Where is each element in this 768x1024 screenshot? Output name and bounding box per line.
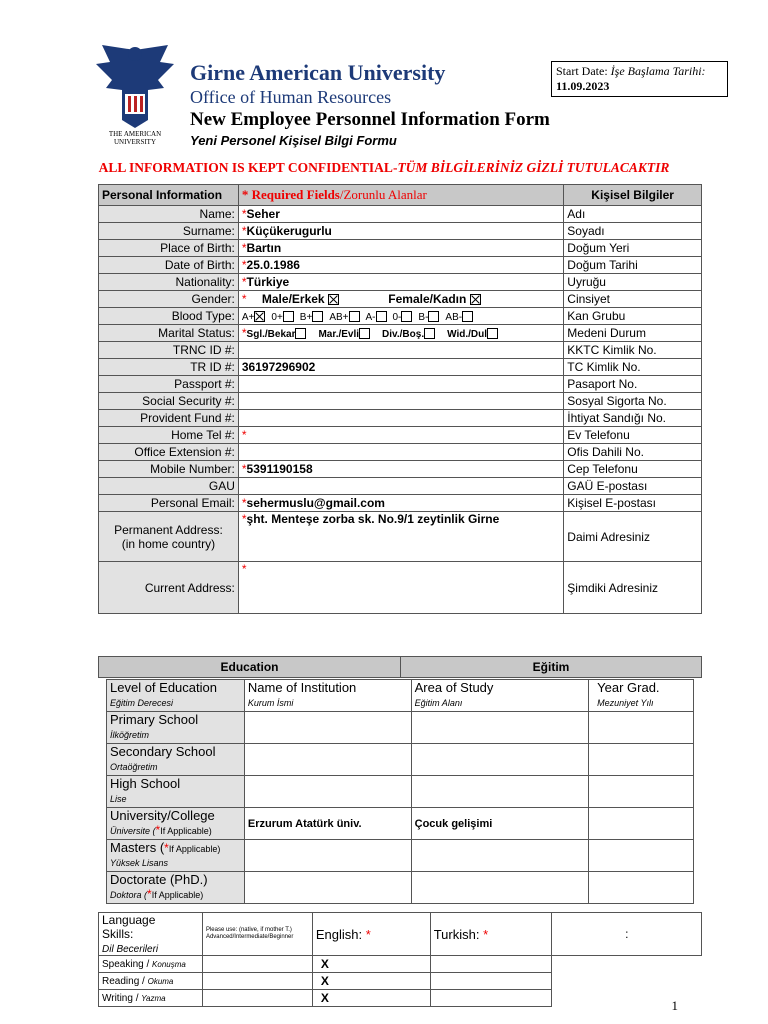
english-column-header: English: *: [312, 913, 430, 956]
permanent-address-label: [99, 512, 239, 562]
required-star: *: [241, 562, 247, 576]
field-value: Bartın: [246, 241, 282, 255]
field-label: Office Extension #:: [99, 444, 239, 461]
field-input[interactable]: [238, 206, 563, 223]
education-level: University/College: [110, 808, 215, 823]
education-level-tr: Doktora (: [110, 890, 148, 900]
language-usage-note: [202, 913, 312, 956]
education-column-header: [411, 680, 589, 712]
field-label: TR ID #:: [99, 359, 239, 376]
field-label-tr: TC Kimlik No.: [564, 359, 702, 376]
field-value: 25.0.1986: [246, 258, 300, 272]
other-language-skill-field[interactable]: [430, 956, 552, 973]
personal-info-row: [99, 240, 702, 257]
education-level-cell: [107, 712, 245, 744]
field-label: GAU: [99, 478, 239, 495]
education-level-tr: İlköğretim: [110, 730, 150, 740]
gender-female-label: Female/Kadın: [388, 292, 467, 306]
personal-info-row: [99, 478, 702, 495]
personal-info-row: [99, 410, 702, 427]
marital-status-checkbox[interactable]: [424, 328, 435, 339]
area-of-study-field[interactable]: [411, 776, 589, 808]
language-skill-row: [99, 973, 702, 990]
language-title-tr: Dil Becerileri: [102, 944, 159, 955]
institution-field[interactable]: Erzurum Atatürk üniv.: [244, 808, 411, 840]
required-star: *: [241, 241, 247, 255]
english-label: English:: [315, 926, 363, 942]
skill-label: [99, 973, 203, 990]
required-star: *: [241, 207, 247, 221]
field-input[interactable]: [238, 444, 563, 461]
field-input[interactable]: [238, 495, 563, 512]
education-level-cell: Doctorate (PhD.) Doktora (*If Applicable): [107, 872, 245, 904]
gender-male-checkbox[interactable]: [328, 294, 339, 305]
field-input[interactable]: [238, 393, 563, 410]
language-skills-table: [98, 912, 702, 1007]
language-skills-label: [99, 913, 203, 956]
field-value: Küçükerugurlu: [246, 224, 332, 238]
skill-en: Writing /: [102, 992, 142, 1004]
blood-type-checkbox[interactable]: [401, 311, 412, 322]
education-level-tr: Yüksek Lisans: [110, 858, 169, 868]
field-input[interactable]: [238, 410, 563, 427]
education-level: Secondary School: [110, 744, 216, 759]
field-label: TRNC ID #:: [99, 342, 239, 359]
education-row: [107, 776, 694, 808]
personal-info-row: [99, 291, 702, 308]
language-title-2: Skills:: [102, 927, 134, 941]
field-label-tr: Soyadı: [564, 223, 702, 240]
logo-text-2: UNIVERSITY: [114, 138, 156, 146]
education-level: Masters (: [110, 840, 165, 855]
education-column-header: [107, 680, 245, 712]
blood-type-checkbox[interactable]: [349, 311, 360, 322]
field-label: Home Tel #:: [99, 427, 239, 444]
start-date-value: 11.09.2023: [556, 79, 610, 93]
required-star: *: [241, 224, 247, 238]
field-input[interactable]: [238, 342, 563, 359]
required-star: *: [241, 326, 247, 340]
education-column-header: [589, 680, 694, 712]
marital-status-checkbox[interactable]: [359, 328, 370, 339]
start-date-label-tr: İşe Başlama Tarihi:: [610, 64, 706, 78]
required-star: *: [241, 512, 247, 526]
other-language-skill-field[interactable]: [430, 973, 552, 990]
field-input[interactable]: [238, 291, 563, 308]
year-graduated-field[interactable]: [589, 872, 694, 904]
field-label-tr: Kişisel E-postası: [564, 495, 702, 512]
field-input[interactable]: [238, 325, 563, 342]
education-row: [107, 744, 694, 776]
required-star: *: [241, 462, 247, 476]
english-skill-field[interactable]: [202, 973, 312, 990]
turkish-skill-field[interactable]: X: [312, 973, 430, 990]
column-header-tr: Eğitim Alanı: [414, 698, 463, 708]
required-star: *: [241, 258, 247, 272]
field-label-tr: Cinsiyet: [564, 291, 702, 308]
education-level: Primary School: [110, 712, 199, 727]
field-label-tr: Ofis Dahili No.: [564, 444, 702, 461]
column-header-tr: Kurum İsmi: [247, 698, 294, 708]
if-applicable: If Applicable): [160, 826, 212, 836]
skill-tr: Yazma: [141, 993, 166, 1003]
field-label: Social Security #:: [99, 393, 239, 410]
field-label-tr: Sosyal Sigorta No.: [564, 393, 702, 410]
confidential-notice: [0, 160, 768, 176]
field-input[interactable]: [238, 478, 563, 495]
other-language-skill-field[interactable]: [430, 990, 552, 1007]
blood-type-checkbox[interactable]: [462, 311, 473, 322]
personal-info-row: [99, 308, 702, 325]
skill-label: [99, 990, 203, 1007]
area-of-study-field[interactable]: [411, 872, 589, 904]
field-label: Provident Fund #:: [99, 410, 239, 427]
english-skill-field[interactable]: [202, 956, 312, 973]
marital-status-label: Wid./Dul: [447, 329, 487, 340]
field-label: Name:: [99, 206, 239, 223]
field-label: Passport #:: [99, 376, 239, 393]
english-skill-field[interactable]: [202, 990, 312, 1007]
field-label-tr: Adı: [564, 206, 702, 223]
language-skill-row: [99, 990, 702, 1007]
field-label: Marital Status:: [99, 325, 239, 342]
blood-type-label: B+: [299, 312, 313, 323]
start-date-box[interactable]: [551, 61, 728, 97]
start-date-label: Start Date:: [556, 64, 608, 78]
required-star: *: [241, 292, 247, 306]
year-graduated-field[interactable]: [589, 808, 694, 840]
skill-en: Speaking /: [102, 958, 153, 970]
field-label: Mobile Number:: [99, 461, 239, 478]
field-label-tr: Doğum Tarihi: [564, 257, 702, 274]
education-level-tr: Ortaöğretim: [110, 762, 158, 772]
field-label-tr: Kan Grubu: [564, 308, 702, 325]
field-label-tr: İhtiyat Sandığı No.: [564, 410, 702, 427]
education-level-cell: Masters (*If Applicable) Yüksek Lisans: [107, 840, 245, 872]
field-input[interactable]: [238, 308, 563, 325]
field-label: Surname:: [99, 223, 239, 240]
permanent-address-field[interactable]: [238, 512, 563, 562]
year-graduated-field[interactable]: [589, 776, 694, 808]
field-input[interactable]: [238, 359, 563, 376]
education-heading: Education: [99, 657, 401, 678]
university-name: Girne American University: [190, 60, 446, 85]
confidential-en: ALL INFORMATION IS KEPT CONFIDENTIAL-: [98, 160, 398, 175]
education-column-headers: [107, 680, 694, 712]
column-header-en: Area of Study: [414, 680, 494, 695]
year-graduated-field[interactable]: [589, 712, 694, 744]
education-heading-tr: Eğitim: [401, 657, 702, 678]
turkish-skill-field[interactable]: X: [312, 990, 430, 1007]
current-address-label: Current Address:: [99, 562, 239, 614]
turkish-label: Turkish:: [433, 926, 480, 942]
if-applicable: If Applicable): [168, 844, 221, 854]
language-skill-row: [99, 956, 702, 973]
institution-field[interactable]: [244, 872, 411, 904]
education-level-tr: Üniversite (: [110, 826, 156, 836]
form-subtitle: Yeni Personel Kişisel Bilgi Formu: [190, 133, 397, 148]
column-header-en: Level of Education: [110, 680, 217, 695]
gender-male-label: Male/Erkek: [261, 292, 325, 306]
column-header-tr: Eğitim Derecesi: [110, 698, 174, 708]
blood-type-label: AB-: [445, 312, 463, 323]
personal-info-table: [98, 184, 702, 614]
required-en: * Required Fields: [241, 187, 340, 202]
education-level-tr: Lise: [110, 794, 127, 804]
permanent-address-value: şht. Menteşe zorba sk. No.9/1 zeytinlik Girne: [246, 512, 500, 526]
field-value: 5391190158: [246, 462, 313, 476]
education-row: [107, 872, 694, 904]
column-header-tr: Mezuniyet Yılı: [597, 698, 654, 708]
education-level-cell: University/College Üniversite (*If Applicable): [107, 808, 245, 840]
personal-info-row: [99, 325, 702, 342]
field-label-tr: Medeni Durum: [564, 325, 702, 342]
education-row: [107, 712, 694, 744]
area-of-study-field[interactable]: Çocuk gelişimi: [411, 808, 589, 840]
required-star: *: [241, 275, 247, 289]
personal-info-row: [99, 342, 702, 359]
area-of-study-field[interactable]: [411, 712, 589, 744]
marital-status-label: Mar./Evli: [318, 329, 360, 340]
marital-status-label: Div./Boş.: [382, 329, 425, 340]
skill-label: [99, 956, 203, 973]
permanent-address-label-2: (in home country): [121, 536, 216, 551]
personal-info-row: [99, 376, 702, 393]
personal-info-row: [99, 461, 702, 478]
field-label: Personal Email:: [99, 495, 239, 512]
field-label-tr: KKTC Kimlik No.: [564, 342, 702, 359]
personal-info-heading-tr: Kişisel Bilgiler: [564, 185, 702, 206]
personal-info-row: [99, 444, 702, 461]
form-title: New Employee Personnel Information Form: [190, 109, 550, 130]
turkish-column-header: Turkish: *: [430, 913, 552, 956]
gender-female-checkbox[interactable]: [470, 294, 481, 305]
field-value: 36197296902: [241, 360, 316, 374]
logo-text-1: THE AMERICAN: [108, 130, 162, 138]
personal-info-row: [99, 223, 702, 240]
marital-status-label: Sgl./Bekar: [246, 329, 296, 340]
institution-field[interactable]: [244, 776, 411, 808]
office-name: Office of Human Resources: [190, 87, 392, 107]
education-levels-table: [106, 679, 694, 904]
year-graduated-field[interactable]: [589, 744, 694, 776]
confidential-tr: TÜM BİLGİLERİNİZ GİZLİ TUTULACAKTIR: [397, 160, 670, 175]
field-input[interactable]: [238, 461, 563, 478]
field-label-tr: Cep Telefonu: [564, 461, 702, 478]
field-label-tr: GAÜ E-postası: [564, 478, 702, 495]
institution-field[interactable]: [244, 840, 411, 872]
blood-type-checkbox[interactable]: [312, 311, 323, 322]
current-address-field[interactable]: [238, 562, 563, 614]
if-applicable: If Applicable): [151, 890, 204, 900]
field-label: Gender:: [99, 291, 239, 308]
marital-status-checkbox[interactable]: [295, 328, 306, 339]
required-star: *: [241, 496, 247, 510]
blood-type-checkbox[interactable]: [428, 311, 439, 322]
blood-type-label: AB+: [329, 312, 349, 323]
field-label-tr: Doğum Yeri: [564, 240, 702, 257]
education-level-cell: [107, 744, 245, 776]
field-label-tr: Uyruğu: [564, 274, 702, 291]
blood-type-label: A+: [241, 312, 255, 323]
blood-type-label: 0+: [271, 312, 283, 323]
turkish-skill-field[interactable]: X: [312, 956, 430, 973]
education-level: High School: [110, 776, 181, 791]
current-address-tr: Şimdiki Adresiniz: [564, 562, 702, 614]
field-input[interactable]: [238, 427, 563, 444]
required-star: *: [241, 428, 247, 442]
personal-info-row: [99, 427, 702, 444]
blood-type-label: 0-: [392, 312, 402, 323]
education-table: [98, 656, 702, 678]
education-level-cell: [107, 776, 245, 808]
field-label-tr: Pasaport No.: [564, 376, 702, 393]
blood-type-checkbox[interactable]: [283, 311, 294, 322]
skill-en: Reading /: [102, 975, 148, 987]
column-header-en: Year Grad.: [597, 680, 660, 695]
language-note-2: Advanced/Intermediate/Beginner: [205, 934, 294, 940]
education-column-header: [244, 680, 411, 712]
field-input[interactable]: [238, 223, 563, 240]
other-language-column[interactable]: :: [552, 913, 702, 956]
field-value: Seher: [246, 207, 280, 221]
institution-field[interactable]: [244, 712, 411, 744]
field-value: sehermuslu@gmail.com: [246, 496, 385, 510]
required-tr: /Zorunlu Alanlar: [339, 187, 427, 202]
required-fields-note: [238, 185, 563, 206]
blood-type-checkbox[interactable]: [376, 311, 387, 322]
column-header-en: Name of Institution: [247, 680, 357, 695]
skill-tr: Okuma: [147, 976, 174, 986]
education-row: [107, 808, 694, 840]
education-level: Doctorate (PhD.): [110, 872, 208, 887]
marital-status-checkbox[interactable]: [487, 328, 498, 339]
personal-info-row: [99, 495, 702, 512]
page-number: 1: [671, 998, 678, 1013]
field-value: Türkiye: [246, 275, 290, 289]
field-input[interactable]: [238, 240, 563, 257]
personal-info-row: [99, 257, 702, 274]
blood-type-label: B-: [418, 312, 429, 323]
personal-info-row: [99, 393, 702, 410]
university-crest-logo: [92, 40, 178, 150]
field-label: Place of Birth:: [99, 240, 239, 257]
blood-type-label: A-: [365, 312, 376, 323]
area-of-study-field[interactable]: [411, 744, 589, 776]
year-graduated-field[interactable]: [589, 840, 694, 872]
field-label: Nationality:: [99, 274, 239, 291]
permanent-address-label-1: Permanent Address:: [114, 522, 223, 537]
education-row: [107, 840, 694, 872]
language-note-1: Please use: (native, if mother T.): [205, 927, 292, 933]
field-label: Blood Type:: [99, 308, 239, 325]
field-input[interactable]: [238, 376, 563, 393]
field-input[interactable]: [238, 257, 563, 274]
personal-info-row: [99, 359, 702, 376]
personal-info-heading: Personal Information: [99, 185, 239, 206]
personal-info-row: [99, 274, 702, 291]
skill-tr: Konuşma: [152, 959, 186, 969]
permanent-address-tr: Daimi Adresiniz: [564, 512, 702, 562]
field-label: Date of Birth:: [99, 257, 239, 274]
area-of-study-field[interactable]: [411, 840, 589, 872]
personal-info-row: [99, 206, 702, 223]
institution-field[interactable]: [244, 744, 411, 776]
blood-type-checkbox[interactable]: [254, 311, 265, 322]
field-input[interactable]: [238, 274, 563, 291]
field-label-tr: Ev Telefonu: [564, 427, 702, 444]
language-title-1: Language: [102, 913, 156, 927]
